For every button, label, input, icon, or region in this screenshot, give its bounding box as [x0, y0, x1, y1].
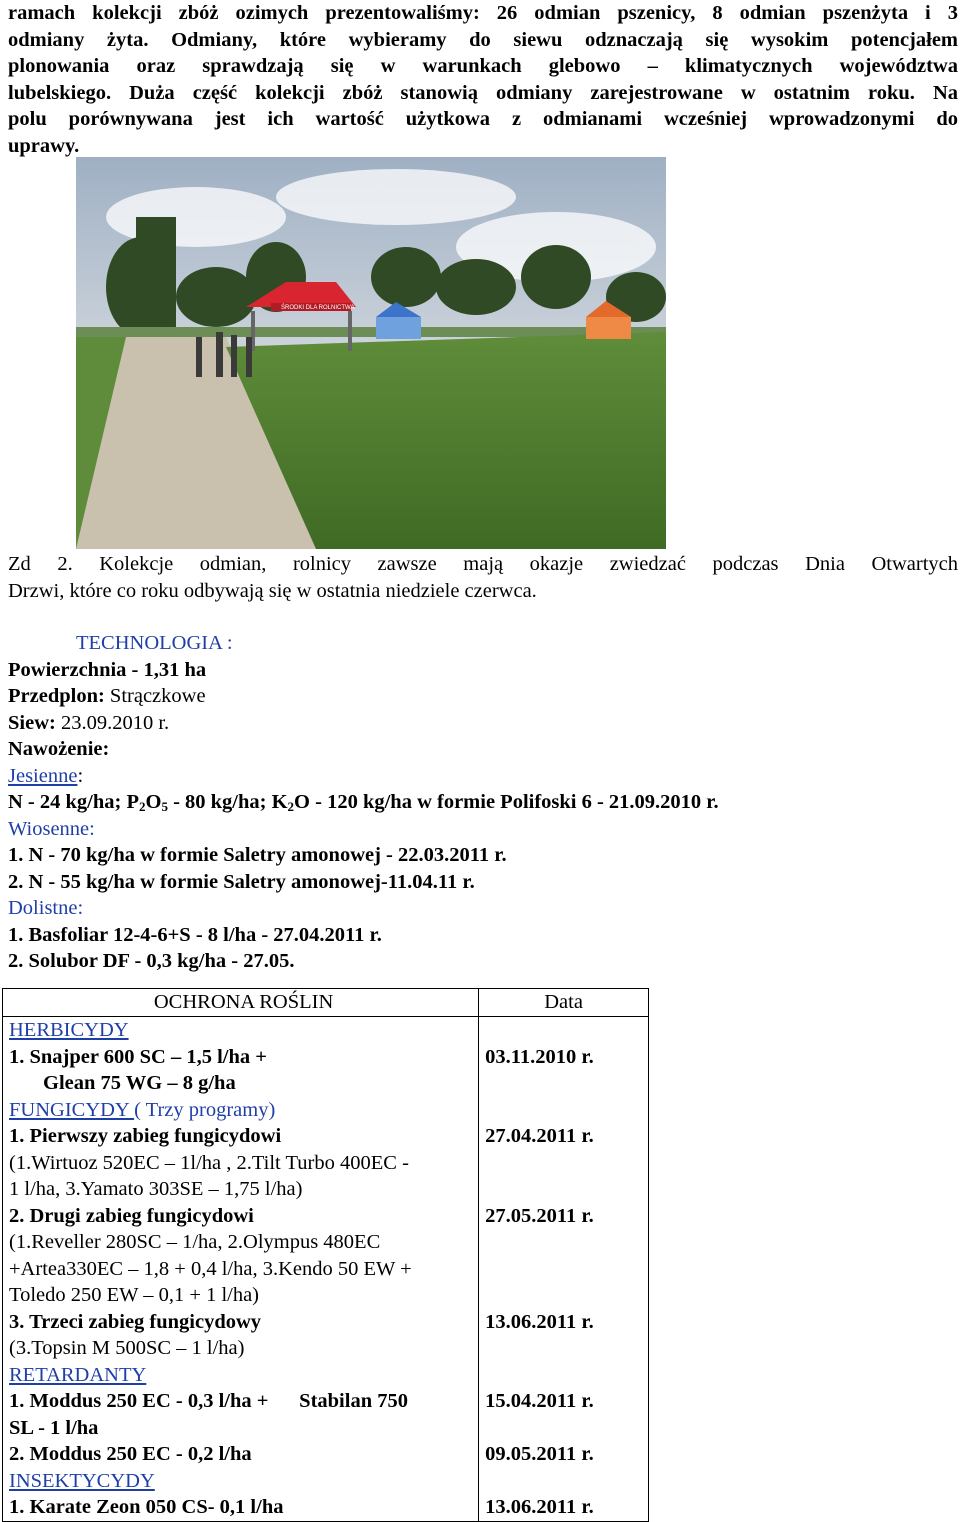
photo-caption — [8, 551, 958, 604]
spring-heading: Wiosenne: — [8, 817, 95, 840]
technology-title: TECHNOLOGIA : — [76, 632, 233, 654]
header-date: Data — [479, 989, 649, 1017]
field-photo — [76, 157, 666, 549]
treatment-detail: 1 l/ha, 3.Yamato 303SE – 1,75 l/ha) — [9, 1178, 303, 1200]
fertilization-heading: Nawożenie: — [8, 738, 110, 760]
treatment-date: 03.11.2010 r. — [485, 1045, 594, 1068]
table-header-row — [3, 989, 649, 1017]
intro-paragraph — [8, 0, 958, 159]
treatment-date: 13.06.2011 r. — [485, 1310, 594, 1333]
treatment: 3. Trzeci zabieg fungicydowy — [9, 1310, 262, 1333]
intro-line: odmiany żyta. Odmiany, które wybieramy do siewu odznaczają się wysokim potencjałem — [8, 28, 958, 51]
spring-item: 1. N - 70 kg/ha w formie Saletry amonowej - 22.03.2011 r. — [8, 844, 507, 866]
spring-item: 2. N - 55 kg/ha w formie Saletry amonowej-11.04.11 r. — [8, 870, 475, 893]
treatment-detail: (1.Wirtuoz 520EC – 1l/ha , 2.Tilt Turbo 400EC - — [9, 1151, 409, 1174]
treatment-date: 27.04.2011 r. — [485, 1125, 594, 1147]
intro-line: lubelskiego. Duża część kolekcji zbóż stanowią odmiany zarejestrowane w ostatnim roku. Na — [8, 81, 958, 104]
plant-protection-table — [2, 988, 649, 1522]
treatment: Glean 75 WG – 8 g/ha — [43, 1072, 236, 1094]
insecticides-heading: INSEKTYCYDY — [9, 1469, 155, 1492]
intro-line: ramach kolekcji zbóż ozimych prezentowaliśmy: 26 odmian pszenicy, 8 odmian pszenżyta i 3 — [8, 2, 958, 24]
intro-line: uprawy. — [8, 134, 80, 157]
autumn-fertilization: N - 24 kg/ha; $P_2O_5 - 80$ kg/ha; $K_2O - 120$ kg/ha w formie Polifoski 6 - 21.09.2010 r. — [8, 791, 719, 814]
treatment: 2. Moddus 250 EC - 0,2 l/ha — [9, 1443, 252, 1465]
caption-line: Drzwi, które co roku odbywają się w ostatnia niedziele czerwca. — [8, 579, 537, 602]
treatment-date: 27.05.2011 r. — [485, 1204, 594, 1227]
treatment-date: 13.06.2011 r. — [485, 1496, 594, 1518]
retardants-heading: RETARDANTY — [9, 1363, 147, 1386]
intro-line: plonowania oraz sprawdzają się w warunkach glebowo – klimatycznych województwa — [8, 55, 958, 77]
treatment: 2. Drugi zabieg fungicydowi — [9, 1204, 254, 1227]
foliar-item: 1. Basfoliar 12-4-6+S - 8 l/ha - 27.04.2011 r. — [8, 923, 382, 946]
autumn-heading: Jesienne: — [8, 764, 84, 787]
fungicides-heading: FUNGICYDY ( Trzy programy) — [9, 1098, 276, 1121]
dates-cell — [479, 1017, 649, 1522]
herbicides-heading: HERBICYDY — [9, 1019, 129, 1041]
foliar-item: 2. Solubor DF - 0,3 kg/ha - 27.05. — [8, 950, 295, 972]
area: Powierzchnia - 1,31 ha — [8, 658, 207, 681]
treatment: 1. Moddus 250 EC - 0,3 l/ha + Stabilan 750 — [9, 1390, 408, 1412]
caption-line: Zd 2. Kolekcje odmian, rolnicy zawsze mają okazje zwiedzać podczas Dnia Otwartych — [8, 553, 958, 575]
treatment: 1. Karate Zeon 050 CS- 0,1 l/ha — [9, 1496, 284, 1518]
intro-line: polu porównywana jest ich wartość użytkowa z odmianami wcześniej wprowadzonymi do — [8, 108, 958, 130]
treatment: SL - 1 l/ha — [9, 1416, 99, 1439]
treatment: 1. Pierwszy zabieg fungicydowi — [9, 1125, 282, 1147]
treatment-detail: +Artea330EC – 1,8 + 0,4 l/ha, 3.Kendo 50 EW + — [9, 1257, 412, 1280]
treatment-detail: (3.Topsin M 500SC – 1 l/ha) — [9, 1337, 245, 1359]
preceding-crop: Przedplon: Strączkowe — [8, 685, 206, 707]
treatment-detail: (1.Reveller 280SC – 1/ha, 2.Olympus 480EC — [9, 1231, 381, 1253]
treatment-date: 09.05.2011 r. — [485, 1443, 594, 1465]
treatment: 1. Snajper 600 SC – 1,5 l/ha + — [9, 1045, 267, 1068]
tent-banner: ŚRODKI DLA ROLNICTWA — [281, 305, 355, 311]
sowing: Siew: 23.09.2010 r. — [8, 711, 170, 734]
table-row — [3, 1017, 649, 1522]
treatments-cell — [3, 1017, 479, 1522]
header-plant-protection: OCHRONA ROŚLIN — [3, 989, 479, 1017]
technology-section — [8, 630, 958, 975]
foliar-heading: Dolistne: — [8, 897, 84, 919]
treatment-date: 15.04.2011 r. — [485, 1390, 594, 1412]
treatment-detail: Toledo 250 EW – 0,1 + 1 l/ha) — [9, 1284, 260, 1306]
